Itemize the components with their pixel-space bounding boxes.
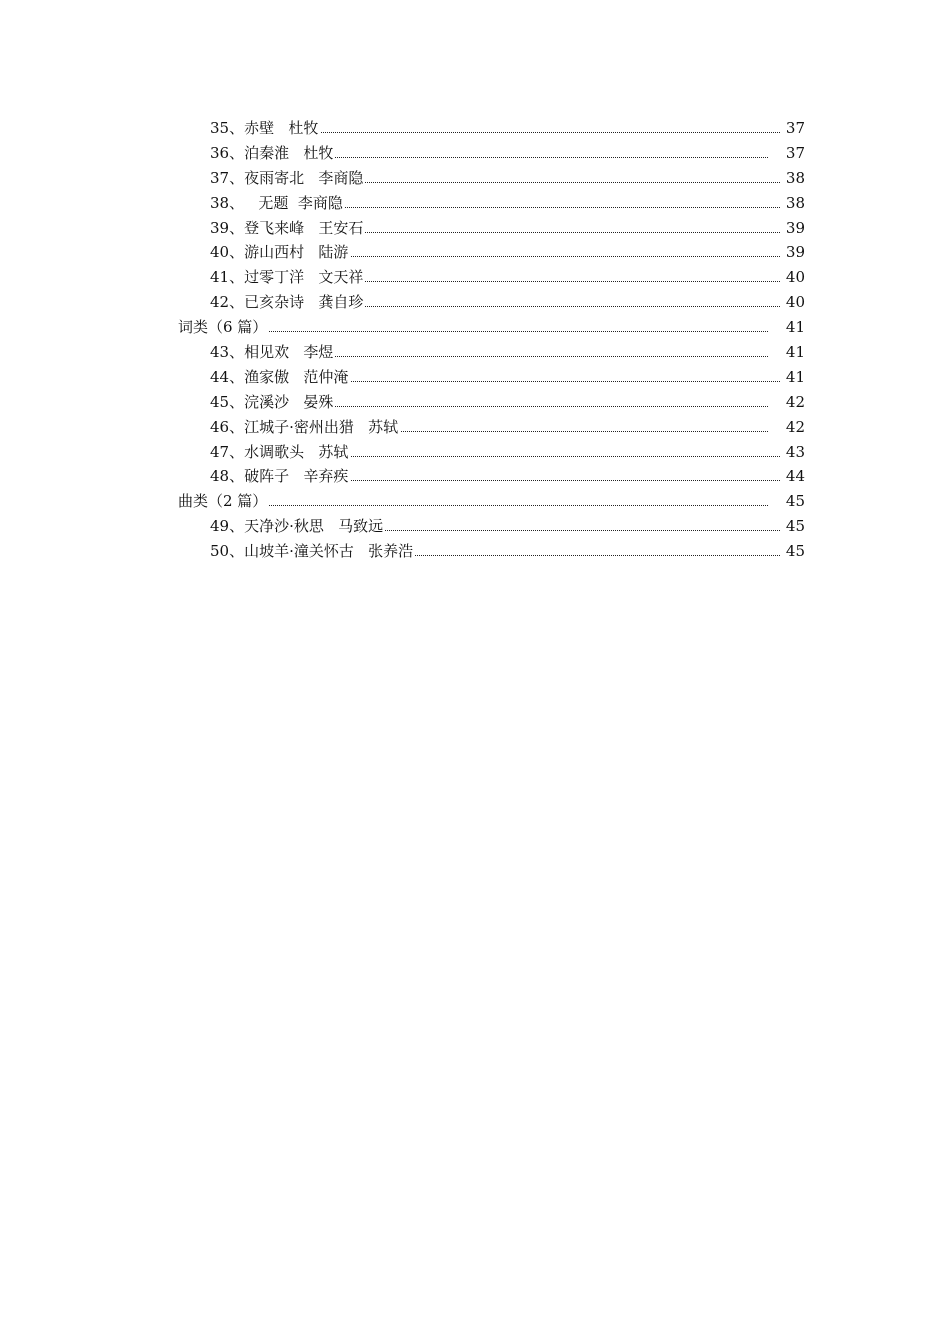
toc-entry[interactable]	[0, 265, 950, 290]
toc-entry-page: 44	[785, 464, 805, 489]
toc-entry[interactable]	[0, 116, 950, 141]
toc-entry-page: 39	[785, 216, 805, 241]
toc-section-page: 41	[785, 315, 805, 340]
toc-entry-page: 42	[785, 415, 805, 440]
toc-entry-title: 48、破阵子 辛弃疾	[210, 464, 350, 489]
toc-entry[interactable]	[0, 390, 950, 415]
toc-entry-page: 43	[785, 440, 805, 465]
toc-entry[interactable]	[0, 166, 950, 191]
toc-entry-title: 35、赤壁 杜牧	[210, 116, 320, 141]
toc-entry-page: 40	[785, 265, 805, 290]
toc-entry-title: 49、天净沙·秋思 马致远	[210, 514, 385, 539]
toc-entry-title: 44、渔家傲 范仲淹	[210, 365, 350, 390]
toc-entry-page: 40	[785, 290, 805, 315]
toc-entry-title: 46、江城子·密州出猎 苏轼	[210, 415, 400, 440]
toc-entry-title: 36、泊秦淮 杜牧	[210, 141, 335, 166]
toc-entry[interactable]	[0, 464, 950, 489]
toc-entry-page: 38	[785, 191, 805, 216]
toc-entry-page: 41	[785, 365, 805, 390]
toc-entry-page: 41	[785, 340, 805, 365]
toc-entry-page: 45	[785, 539, 805, 564]
toc-entry-page: 42	[785, 390, 805, 415]
toc-entry-page: 37	[785, 116, 805, 141]
toc-entry[interactable]	[0, 240, 950, 265]
toc-entry[interactable]	[0, 539, 950, 564]
toc-section[interactable]	[0, 489, 950, 514]
toc-entry[interactable]	[0, 415, 950, 440]
toc-entry-page: 45	[785, 514, 805, 539]
toc-entry-title: 45、浣溪沙 晏殊	[210, 390, 335, 415]
toc-entry-title: 37、夜雨寄北 李商隐	[210, 166, 365, 191]
toc-entry-title: 40、游山西村 陆游	[210, 240, 350, 265]
toc-entry[interactable]	[0, 514, 950, 539]
toc-entry-title: 39、登飞来峰 王安石	[210, 216, 365, 241]
toc-section-title: 曲类（2 篇）	[178, 489, 269, 514]
toc-entry-title: 41、过零丁洋 文天祥	[210, 265, 365, 290]
toc-entry[interactable]	[0, 141, 950, 166]
toc-entry-title: 50、山坡羊·潼关怀古 张养浩	[210, 539, 415, 564]
toc-entry[interactable]	[0, 440, 950, 465]
toc-entry-page: 37	[785, 141, 805, 166]
toc-entry-page: 38	[785, 166, 805, 191]
toc-entry[interactable]	[0, 216, 950, 241]
toc-entry[interactable]	[0, 290, 950, 315]
toc-section[interactable]	[0, 315, 950, 340]
table-of-contents	[0, 116, 950, 564]
toc-entry-title: 38、 无题 李商隐	[210, 191, 345, 216]
toc-section-title: 词类（6 篇）	[178, 315, 269, 340]
toc-entry-page: 39	[785, 240, 805, 265]
toc-entry-title: 42、已亥杂诗 龚自珍	[210, 290, 365, 315]
toc-entry-title: 47、水调歌头 苏轼	[210, 440, 350, 465]
toc-section-page: 45	[785, 489, 805, 514]
toc-entry[interactable]	[0, 365, 950, 390]
toc-entry-title: 43、相见欢 李煜	[210, 340, 335, 365]
toc-entry[interactable]	[0, 340, 950, 365]
toc-entry[interactable]	[0, 191, 950, 216]
